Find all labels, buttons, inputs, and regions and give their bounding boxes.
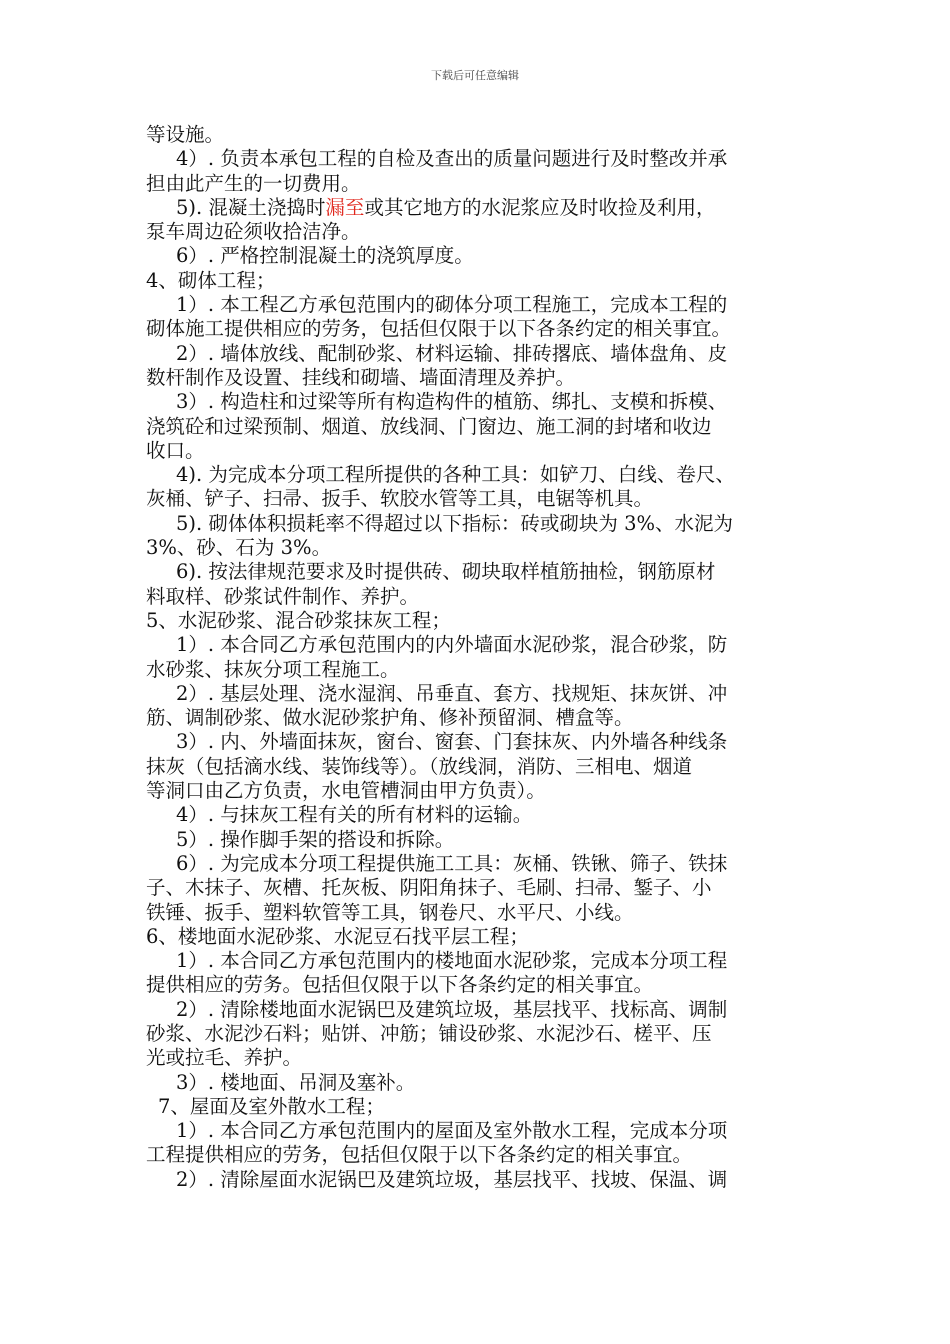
- text-line: 灰桶、铲子、扫帚、扳手、软胶水管等工具，电锯等机具。: [146, 487, 654, 511]
- text-line: 7、屋面及室外散水工程；: [158, 1094, 385, 1118]
- text-line: 6）. 严格控制混凝土的浇筑厚度。: [176, 244, 474, 268]
- text-line: 3）. 构造柱和过梁等所有构造构件的植筋、绑扎、支模和拆模、: [176, 390, 728, 414]
- text-line: 2）. 基层处理、浇水湿润、吊垂直、套方、找规矩、抹灰饼、冲: [176, 681, 728, 705]
- text-line: 砌体施工提供相应的劳务，包括但仅限于以下各条约定的相关事宜。: [146, 317, 732, 341]
- text-line: 3%、砂、石为 3%。: [146, 536, 332, 560]
- text-line: 5、水泥砂浆、混合砂浆抹灰工程；: [146, 608, 451, 632]
- text-line: 抹灰（包括滴水线、装饰线等）。（放线洞，消防、三相电、烟道: [146, 754, 693, 778]
- text-line: 砂浆、水泥沙石料；贴饼、冲筋；铺设砂浆、水泥沙石、槎平、压: [146, 1021, 712, 1045]
- highlighted-text: 漏至: [325, 195, 365, 219]
- text-line: 3）. 内、外墙面抹灰，窗台、窗套、门套抹灰、内外墙各种线条: [176, 730, 728, 754]
- text-line: 等洞口由乙方负责，水电管槽洞由甲方负责）。: [146, 779, 546, 803]
- text-line: 数杆制作及设置、挂线和砌墙、墙面清理及养护。: [146, 365, 576, 389]
- text-line: 泵车周边砼须收拾洁净。: [146, 220, 361, 244]
- text-line: 3）. 楼地面、吊洞及塞补。: [176, 1070, 416, 1094]
- text-line: 6）. 为完成本分项工程提供施工工具：灰桶、铁锹、筛子、铁抹: [176, 851, 728, 875]
- text-line: 提供相应的劳务。包括但仅限于以下各条约定的相关事宜。: [146, 973, 654, 997]
- text-line: 2）. 墙体放线、配制砂浆、材料运输、排砖撂底、墙体盘角、皮: [176, 341, 728, 365]
- text-line: 1）. 本工程乙方承包范围内的砌体分项工程施工，完成本工程的: [176, 293, 728, 317]
- text-line: 1）. 本合同乙方承包范围内的楼地面水泥砂浆，完成本分项工程: [176, 949, 728, 973]
- text-line: 水砂浆、抹灰分项工程施工。: [146, 657, 400, 681]
- text-line: 2）. 清除屋面水泥锅巴及建筑垃圾，基层找平、找坡、保温、调: [176, 1167, 728, 1191]
- text-line: 子、木抹子、灰槽、托灰板、阴阳角抹子、毛刷、扫帚、錾子、小: [146, 876, 712, 900]
- text-line: 收口。: [146, 438, 205, 462]
- text-line: 1）. 本合同乙方承包范围内的屋面及室外散水工程，完成本分项: [176, 1119, 728, 1143]
- text-line: 4）. 与抹灰工程有关的所有材料的运输。: [176, 803, 533, 827]
- document-body: [146, 123, 826, 1192]
- text-line: 5). 混凝土浇捣时漏至或其它地方的水泥浆应及时收捡及利用，: [176, 195, 716, 219]
- text-line: 铁锤、扳手、塑料软管等工具，钢卷尺、水平尺、小线。: [146, 900, 634, 924]
- text-line: 筋、调制砂浆、做水泥砂浆护角、修补预留洞、槽盒等。: [146, 706, 634, 730]
- text-line: 6). 按法律规范要求及时提供砖、砌块取样植筋抽检，钢筋原材: [176, 560, 716, 584]
- text-line: 1）. 本合同乙方承包范围内的内外墙面水泥砂浆，混合砂浆，防: [176, 633, 728, 657]
- text-line: 光或拉毛、养护。: [146, 1046, 303, 1070]
- text-line: 6、楼地面水泥砂浆、水泥豆石找平层工程；: [146, 924, 529, 948]
- text-line: 5). 砌体体积损耗率不得超过以下指标：砖或砌块为 3%、水泥为: [176, 511, 734, 535]
- text-line: 4）. 负责本承包工程的自检及查出的质量问题进行及时整改并承: [176, 147, 728, 171]
- text-line: 料取样、砂浆试件制作、养护。: [146, 584, 420, 608]
- text-line: 2）. 清除楼地面水泥锅巴及建筑垃圾，基层找平、找标高、调制: [176, 997, 728, 1021]
- text-line: 浇筑砼和过梁预制、烟道、放线洞、门窗边、施工洞的封堵和收边: [146, 414, 712, 438]
- text-line: 担由此产生的一切费用。: [146, 171, 361, 195]
- text-line: 工程提供相应的劳务，包括但仅限于以下各条约定的相关事宜。: [146, 1143, 693, 1167]
- text-line: 4、砌体工程；: [146, 268, 276, 292]
- text-line: 4). 为完成本分项工程所提供的各种工具：如铲刀、白线、卷尺、: [176, 463, 735, 487]
- text-line: 5）. 操作脚手架的搭设和拆除。: [176, 827, 455, 851]
- text-line: 等设施。: [146, 123, 225, 146]
- page-header: 下载后可任意编辑: [431, 69, 519, 82]
